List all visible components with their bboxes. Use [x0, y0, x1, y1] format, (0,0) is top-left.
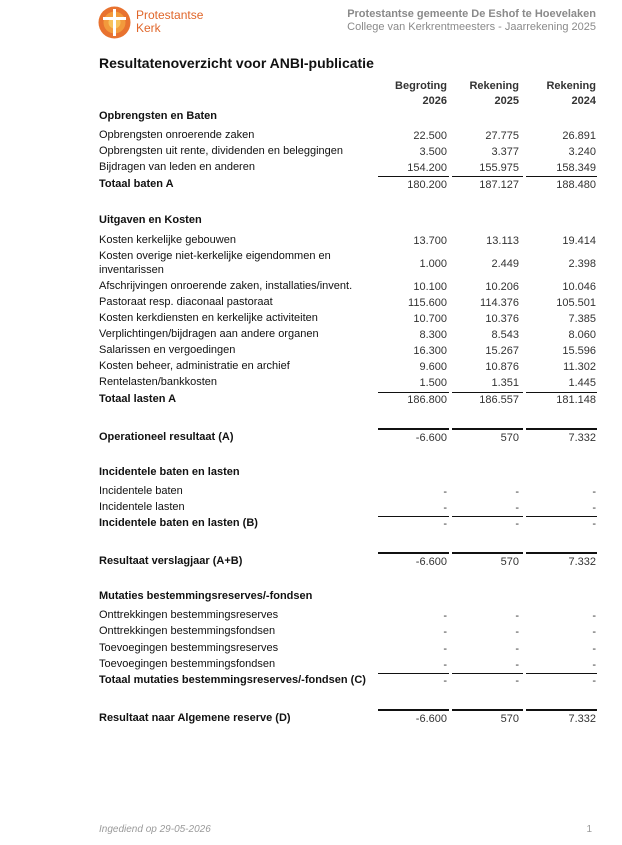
value-rekening-2025: -	[515, 659, 519, 671]
value-begroting-2026: 3.500	[419, 146, 447, 158]
row-label: Resultaat verslagjaar (A+B)	[99, 555, 243, 567]
row-label-line2: inventarissen	[99, 264, 164, 276]
page-title: Resultatenoverzicht voor ANBI-publicatie	[99, 55, 374, 71]
row-label: Toevoegingen bestemmingsreserves	[99, 642, 279, 654]
value-rekening-2025: 10.206	[485, 281, 519, 293]
total-row-mutaties	[99, 673, 596, 689]
value-rekening-2024: -	[592, 643, 596, 655]
value-rekening-2024: 15.596	[562, 345, 596, 357]
value-begroting-2026: 180.200	[407, 179, 447, 191]
value-rekening-2024: 7.385	[568, 313, 596, 325]
row-label: Onttrekkingen bestemmingsreserves	[99, 609, 279, 621]
row-label: Kosten kerkdiensten en kerkelijke activiteiten	[99, 312, 318, 324]
value-rekening-2025: 570	[500, 432, 519, 444]
value-rekening-2025: -	[515, 610, 519, 622]
row-label: Kosten beheer, administratie en archief	[99, 360, 290, 372]
row-label: Rentelasten/bankkosten	[99, 376, 218, 388]
column-header-rekening-2024	[516, 79, 596, 109]
value-begroting-2026: -	[443, 486, 447, 498]
table-row	[99, 375, 596, 391]
value-rekening-2025: -	[515, 486, 519, 498]
row-label: Toevoegingen bestemmingsfondsen	[99, 658, 276, 670]
table-row	[99, 484, 596, 500]
table-row	[99, 608, 596, 624]
table-row	[99, 233, 596, 249]
value-rekening-2025: -	[515, 675, 519, 687]
value-rekening-2024: -	[592, 502, 596, 514]
value-rekening-2024: 2.398	[568, 258, 596, 270]
value-begroting-2026: -6.600	[415, 713, 447, 725]
value-rekening-2025: -	[515, 626, 519, 638]
submission-date: Ingediend op 29-05-2026	[99, 824, 211, 835]
table-row	[99, 641, 596, 657]
column-header-line1: Rekening	[546, 80, 596, 92]
value-rekening-2024: 10.046	[562, 281, 596, 293]
value-rekening-2024: -	[592, 659, 596, 671]
value-rekening-2025: 8.543	[491, 329, 519, 341]
value-begroting-2026: -	[443, 659, 447, 671]
value-begroting-2026: -	[443, 610, 447, 622]
result-row-verslagjaar	[99, 554, 596, 570]
table-row	[99, 657, 596, 673]
value-begroting-2026: -	[443, 502, 447, 514]
column-header-line1: Begroting	[395, 80, 447, 92]
value-rekening-2025: 10.376	[485, 313, 519, 325]
value-begroting-2026: 8.300	[419, 329, 447, 341]
value-begroting-2026: -	[443, 518, 447, 530]
value-begroting-2026: -	[443, 643, 447, 655]
table-row	[99, 249, 596, 279]
value-rekening-2024: 181.148	[556, 394, 596, 406]
protestantse-kerk-logo-icon	[98, 6, 131, 39]
row-label: Verplichtingen/bijdragen aan andere organen	[99, 328, 319, 340]
value-begroting-2026: -	[443, 675, 447, 687]
total-row-baten	[99, 177, 596, 193]
value-rekening-2024: 158.349	[556, 162, 596, 174]
value-rekening-2025: -	[515, 643, 519, 655]
row-label: Operationeel resultaat (A)	[99, 431, 234, 443]
value-begroting-2026: -6.600	[415, 556, 447, 568]
value-begroting-2026: 10.100	[413, 281, 447, 293]
value-rekening-2025: 187.127	[479, 179, 519, 191]
logo-line2: Kerk	[136, 21, 161, 35]
row-label: Afschrijvingen onroerende zaken, installaties/invent.	[99, 280, 353, 292]
row-label	[99, 249, 369, 277]
table-row	[99, 359, 596, 375]
value-rekening-2025: 27.775	[485, 130, 519, 142]
value-begroting-2026: 154.200	[407, 162, 447, 174]
value-rekening-2025: 15.267	[485, 345, 519, 357]
value-rekening-2025: 155.975	[479, 162, 519, 174]
section-heading-baten: Opbrengsten en Baten	[99, 110, 217, 122]
value-begroting-2026: 1.000	[419, 258, 447, 270]
row-label: Totaal baten A	[99, 178, 174, 190]
row-label: Resultaat naar Algemene reserve (D)	[99, 712, 291, 724]
value-begroting-2026: -	[443, 626, 447, 638]
column-header-line1: Rekening	[469, 80, 519, 92]
value-rekening-2024: -	[592, 675, 596, 687]
column-header-rekening-2025	[439, 79, 519, 109]
value-rekening-2024: 105.501	[556, 297, 596, 309]
column-header-line2: 2026	[422, 95, 447, 107]
value-rekening-2024: -	[592, 518, 596, 530]
table-row	[99, 624, 596, 640]
value-rekening-2025: 2.449	[491, 258, 519, 270]
value-begroting-2026: 10.700	[413, 313, 447, 325]
row-label: Onttrekkingen bestemmingsfondsen	[99, 625, 276, 637]
value-rekening-2024: 3.240	[568, 146, 596, 158]
value-rekening-2024: 7.332	[568, 432, 596, 444]
value-begroting-2026: 186.800	[407, 394, 447, 406]
value-rekening-2024: 19.414	[562, 235, 596, 247]
table-row	[99, 500, 596, 516]
table-row	[99, 295, 596, 311]
value-begroting-2026: 115.600	[408, 297, 447, 309]
value-rekening-2025: 1.351	[491, 377, 519, 389]
table-row	[99, 144, 596, 160]
table-row	[99, 160, 596, 176]
column-header-begroting-2026	[367, 79, 447, 109]
value-rekening-2025: 3.377	[491, 146, 519, 158]
document-subtitle: College van Kerkrentmeesters - Jaarrekening 2025	[347, 21, 596, 33]
table-row	[99, 128, 596, 144]
page-header	[98, 6, 596, 46]
total-row-lasten	[99, 392, 596, 408]
value-rekening-2024: 1.445	[568, 377, 596, 389]
section-heading-mutaties: Mutaties bestemmingsreserves/-fondsen	[99, 590, 313, 602]
value-rekening-2025: 13.113	[486, 235, 519, 247]
section-heading-incidenteel: Incidentele baten en lasten	[99, 466, 240, 478]
value-rekening-2025: -	[515, 518, 519, 530]
value-rekening-2024: 11.302	[563, 361, 596, 373]
row-label: Salarissen en vergoedingen	[99, 344, 236, 356]
row-label: Pastoraat resp. diaconaal pastoraat	[99, 296, 273, 308]
value-begroting-2026: 9.600	[419, 361, 447, 373]
organization-name: Protestantse gemeente De Eshof te Hoevelaken	[347, 8, 596, 20]
row-label-line1: Kosten overige niet-kerkelijke eigendommen en	[99, 250, 331, 262]
value-rekening-2025: 186.557	[479, 394, 519, 406]
row-label: Opbrengsten uit rente, dividenden en beleggingen	[99, 145, 344, 157]
value-begroting-2026: 13.700	[413, 235, 447, 247]
value-begroting-2026: 16.300	[413, 345, 447, 357]
value-rekening-2024: 7.332	[568, 556, 596, 568]
value-rekening-2024: -	[592, 626, 596, 638]
row-label: Incidentele baten en lasten (B)	[99, 517, 258, 529]
table-row	[99, 343, 596, 359]
column-header-line2: 2024	[571, 95, 596, 107]
value-rekening-2024: 7.332	[568, 713, 596, 725]
value-rekening-2025: 570	[500, 556, 519, 568]
row-label: Totaal lasten A	[99, 393, 177, 405]
section-heading-lasten: Uitgaven en Kosten	[99, 214, 202, 226]
row-label: Totaal mutaties bestemmingsreserves/-fondsen (C)	[99, 674, 366, 686]
value-rekening-2024: 8.060	[568, 329, 596, 341]
total-row-incidenteel	[99, 516, 596, 532]
row-label: Bijdragen van leden en anderen	[99, 161, 255, 173]
table-row	[99, 279, 596, 295]
table-row	[99, 327, 596, 343]
value-rekening-2024: 188.480	[556, 179, 596, 191]
result-row-operationeel	[99, 430, 596, 446]
value-begroting-2026: -6.600	[415, 432, 447, 444]
logo-text	[136, 9, 203, 35]
header-info	[347, 8, 596, 34]
value-rekening-2024: -	[592, 486, 596, 498]
logo-line1: Protestantse	[136, 8, 204, 22]
value-begroting-2026: 1.500	[419, 377, 447, 389]
table-row	[99, 311, 596, 327]
value-rekening-2025: 114.376	[480, 297, 519, 309]
row-label: Kosten kerkelijke gebouwen	[99, 234, 236, 246]
value-rekening-2025: 570	[500, 713, 519, 725]
row-label: Incidentele lasten	[99, 501, 185, 513]
value-rekening-2025: 10.876	[485, 361, 519, 373]
value-begroting-2026: 22.500	[413, 130, 447, 142]
row-label: Incidentele baten	[99, 485, 183, 497]
result-row-algemene-reserve	[99, 711, 596, 727]
page-number: 1	[586, 824, 592, 835]
value-rekening-2024: -	[592, 610, 596, 622]
column-header-line2: 2025	[494, 95, 519, 107]
value-rekening-2025: -	[515, 502, 519, 514]
value-rekening-2024: 26.891	[562, 130, 596, 142]
row-label: Opbrengsten onroerende zaken	[99, 129, 255, 141]
